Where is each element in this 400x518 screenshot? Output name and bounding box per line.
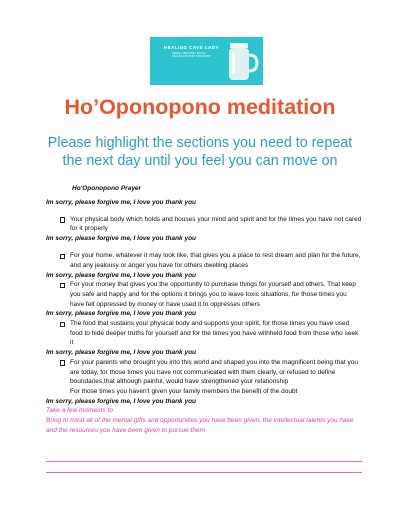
note-line-2: Bring to mind all of the mental gifts and opportunities you have been given, the intellectual talents you have and the resources you have been given to pursue them [46, 417, 354, 434]
refrain: Im sorry, please forgive me, I love you thank you [46, 310, 197, 318]
prayer-item-text: For your parents who brought you into this world and shaped you into the magnificent being that you are today, for those times you have not communicated with them clearly, or refused to define boundaries,that although painful, would have strengthened your relationship [70, 358, 358, 386]
logo [150, 37, 263, 85]
checkbox-icon [60, 254, 65, 259]
writing-line [46, 461, 362, 462]
logo-subtitle [172, 52, 211, 58]
prayer-content [46, 184, 362, 435]
prayer-item [46, 358, 362, 397]
refrain: Im sorry, please forgive me, I love you thank you [46, 198, 197, 206]
refrain: Im sorry, please forgive me, I love you thank you [46, 235, 197, 243]
page-title: Ho’Oponopono meditation [64, 95, 336, 119]
refrain: Im sorry, please forgive me, I love you thank you [46, 271, 197, 279]
prayer-item [46, 215, 362, 234]
subtitle-line-2: the next day until you feel you can move on [62, 153, 338, 169]
checkbox-icon [60, 322, 65, 327]
prayer-item-text: Your physical body which holds and houses your mind and spirit and for the times you have not cared for it properly [70, 215, 362, 233]
checkbox-icon [60, 360, 65, 365]
prayer-item [46, 280, 362, 309]
prayer-item-extra: For those times you haven't given your family members the benefit of the doubt [70, 387, 298, 395]
note-line-1: Take a few moments to [46, 407, 113, 415]
mason-jar-icon [224, 39, 260, 83]
prayer-item [46, 251, 362, 270]
logo-subtitle-line-2: HEALING FOR BODY MIND SPIRIT [172, 55, 211, 58]
prayer-item-text: The food that sustains your physical body and supports your spirit, for those times you have used food to hide deeper truths for yourself and for the times you have withheld food from those who seek it [70, 320, 359, 347]
prayer-item [46, 319, 362, 348]
refrain: Im sorry, please forgive me, I love you thank you [46, 349, 197, 357]
prayer-item-text: For your home, whatever it may look like, that gives you a place to rest dream and plan for the future, and any jealousy or anger you have for others dwelling places [70, 252, 361, 269]
logo-title: HEALING CAVE LADY [164, 45, 219, 50]
writing-line [46, 472, 362, 473]
prayer-heading: Ho'Oponopono Prayer [72, 185, 142, 192]
checkbox-icon [60, 283, 65, 288]
logo-subtitle-line-1: RENEW • RESTORE • REVIVE [172, 52, 206, 55]
refrain: Im sorry, please forgive me, I love you thank you [46, 397, 197, 405]
checkbox-icon [60, 217, 65, 222]
page-subtitle [0, 134, 400, 170]
subtitle-line-1: Please highlight the sections you need to repeat [47, 135, 353, 151]
prayer-item-text: For your money that gives you the opportunity to purchase things for yourself and others. That keep you safe and happy and for the options it brings you to leave toxic situations, for those times you have felt oppressed by money or have used it to oppresses others [70, 281, 357, 308]
